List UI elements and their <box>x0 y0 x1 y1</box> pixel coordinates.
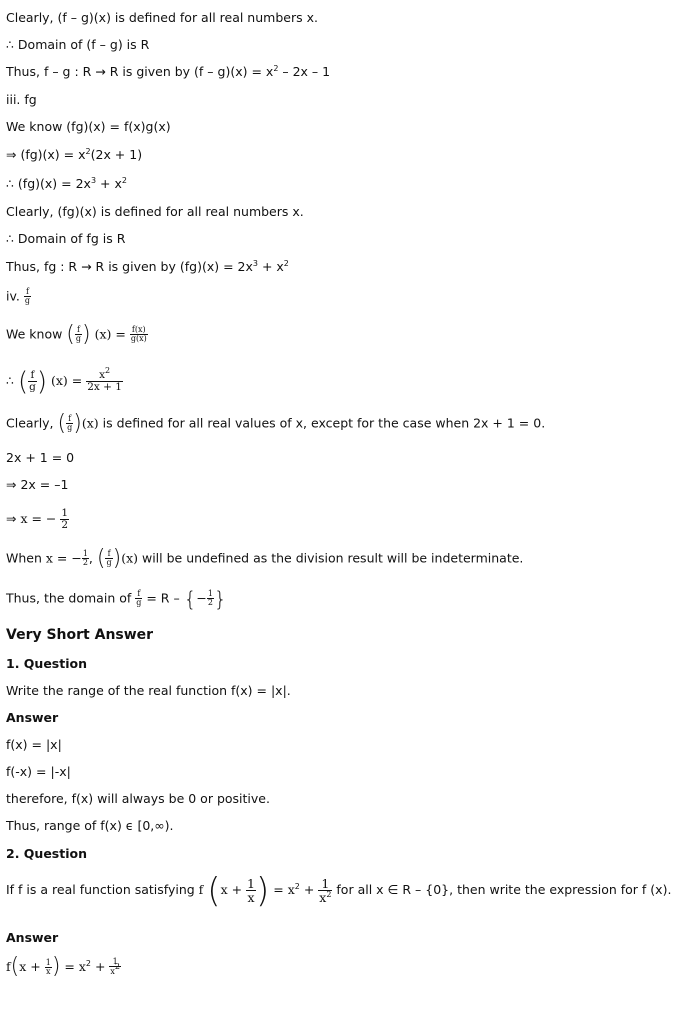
answer-1-title: Answer <box>6 710 59 725</box>
fraction-one-half: $\frac{1}{2}$ <box>61 507 69 532</box>
line-domain-quotient: Thus, the domain of $\frac{f}{g}$ = R – {− $\frac{1}{2}$ } <box>6 586 227 611</box>
line-clearly-fg: Clearly, (fg)(x) is defined for all real numbers x. <box>6 204 304 219</box>
line-clearly-f-minus-g: Clearly, (f – g)(x) is defined for all real numbers x. <box>6 10 318 25</box>
line-we-know-fg: We know (fg)(x) = f(x)g(x) <box>6 119 171 134</box>
answer-2-title: Answer <box>6 930 59 945</box>
line-domain-f-minus-g: ∴ Domain of (f – g) is R <box>6 37 150 52</box>
question-1-text: Write the range of the real function f(x) = |x|. <box>6 683 291 698</box>
line-f-minus-g-given-by: Thus, f – g : R → R is given by $(f - g)(x) = x^2 - 2x - 1$ <box>6 64 331 79</box>
line-fg-given-by: Thus, fg : R → R is given by $(fg)(x) = 2x^3 + x^2$ <box>6 259 289 274</box>
answer-1-line-1: f(x) = |x| <box>6 737 62 752</box>
fraction-x2-over-2x-plus-1: $\frac{x^2}{2x + 1}$ <box>87 366 122 394</box>
line-clearly-quotient: Clearly, ( $\frac{f}{g}$ )(x) is defined for all real values of x, except for the case when 2x + 1 = 0. <box>6 410 546 436</box>
line-fg-equals: ⇒ $(fg)(x) = x^2(2x + 1)$ <box>6 147 143 162</box>
fraction-fx-over-gx: $\frac{f(x)}{g(x)}$ <box>130 325 147 344</box>
answer-1-line-3: therefore, f(x) will always be 0 or positive. <box>6 791 270 806</box>
line-2x-equals-minus-1: ⇒ 2x = –1 <box>6 477 69 492</box>
line-when-x: When x = − $\frac{1}{2}$ , ( $\frac{f}{g}$ )(x) will be undefined as the division result will be indeterminate. <box>6 545 524 571</box>
line-x-equals-minus-half: ⇒ x = − $\frac{1}{2}$ <box>6 507 69 532</box>
question-2-title: 2. Question <box>6 846 87 861</box>
fraction-1-over-x2: $\frac{1}{x^2}$ <box>319 876 332 906</box>
line-iv-f-over-g: iv. $\frac{f}{g}$ <box>6 287 30 306</box>
question-2-text: If f is a real function satisfying f (x + $\frac{1}{x}$ ) = $x^2$ + $\frac{1}{x^2}$ for all x ∈ R – {0}, then write the expression for f (x). <box>6 870 672 911</box>
answer-2-line-1: f(x + $\frac{1}{x}$ ) = $x^2$ + $\frac{1}{x^2}$ <box>6 954 121 980</box>
line-2x-plus-1: 2x + 1 = 0 <box>6 450 75 465</box>
section-heading: Very Short Answer <box>6 627 154 643</box>
fraction-f-over-g: $\frac{f}{g}$ <box>24 287 30 306</box>
line-quotient-result: ∴ ( $\frac{f}{g}$ ) (x) = $\frac{x^2}{2x + 1}$ <box>6 366 122 397</box>
line-we-know-quotient: We know ( $\frac{f}{g}$ ) (x) = $\frac{f(x)}{g(x)}$ <box>6 321 147 347</box>
line-iii-fg: iii. fg <box>6 92 37 107</box>
line-domain-fg: ∴ Domain of fg is R <box>6 231 126 246</box>
answer-1-line-2: f(-x) = |-x| <box>6 764 71 779</box>
question-1-title: 1. Question <box>6 656 87 671</box>
answer-1-line-4: Thus, range of f(x) ϵ [0,∞). <box>6 818 174 833</box>
line-fg-result: ∴ $(fg)(x) = 2x^3 + x^2$ <box>6 176 127 191</box>
